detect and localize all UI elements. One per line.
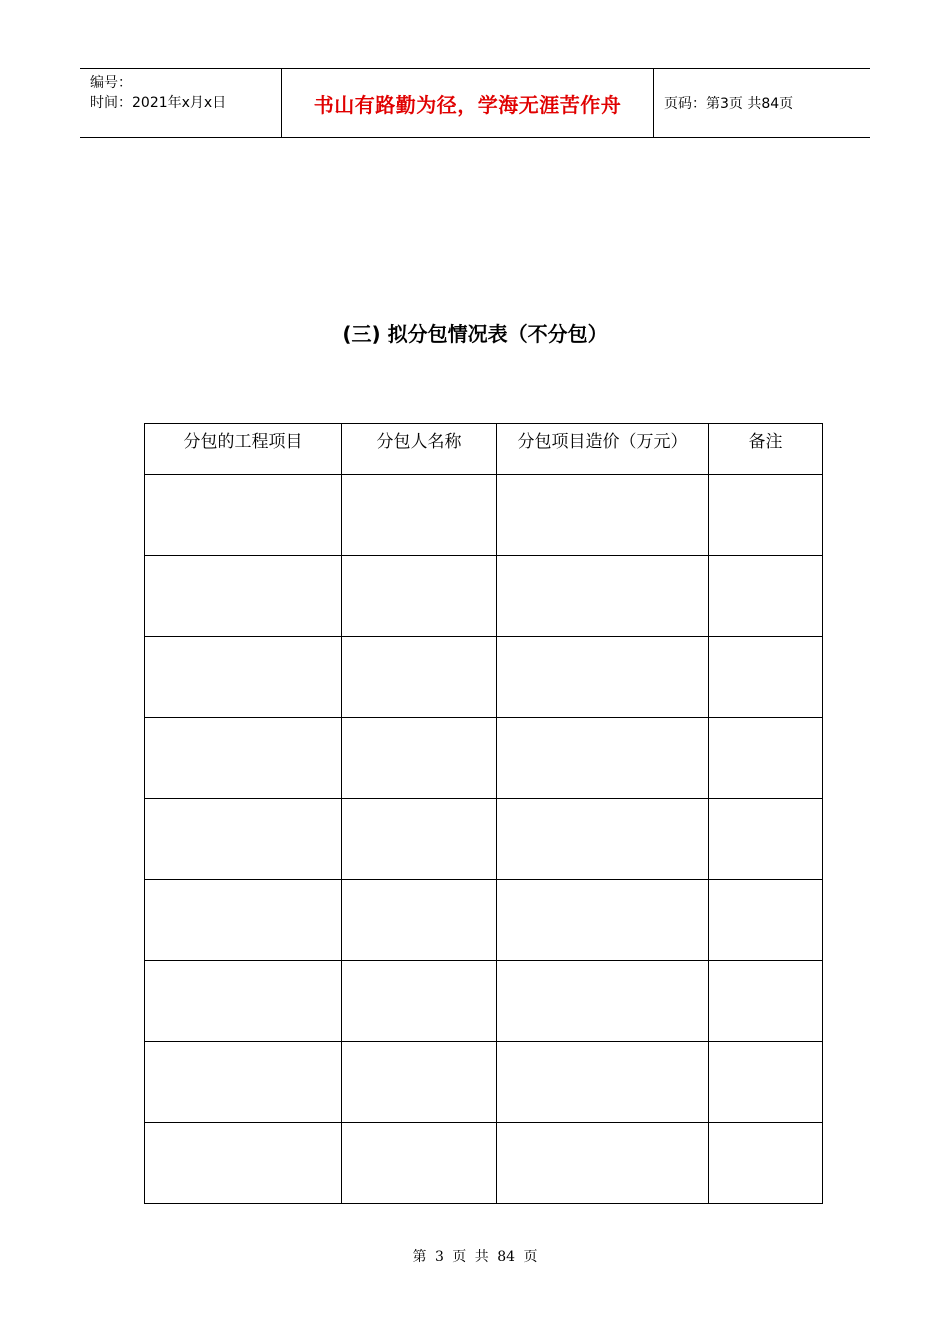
cell-subcontractor	[342, 961, 497, 1042]
cell-cost	[497, 1042, 709, 1123]
cell-remarks	[709, 556, 823, 637]
page-footer: 第 3 页 共 84 页	[412, 1249, 538, 1265]
table-row	[145, 556, 823, 637]
cell-subcontractor	[342, 1123, 497, 1204]
cell-project	[145, 961, 342, 1042]
cell-cost	[497, 1123, 709, 1204]
table-header-row	[145, 424, 823, 475]
cell-remarks	[709, 475, 823, 556]
cell-cost	[497, 637, 709, 718]
cell-project	[145, 637, 342, 718]
cell-project	[145, 799, 342, 880]
table-body	[145, 475, 823, 1204]
cell-project	[145, 718, 342, 799]
cell-cost	[497, 718, 709, 799]
cell-project	[145, 556, 342, 637]
cell-remarks	[709, 637, 823, 718]
page-info: 页码：第3页 共84页	[664, 96, 794, 112]
cell-cost	[497, 961, 709, 1042]
table-row	[145, 799, 823, 880]
table-row	[145, 718, 823, 799]
table-row	[145, 475, 823, 556]
cell-subcontractor	[342, 475, 497, 556]
motto-text: 书山有路勤为径，学海无涯苦作舟	[313, 92, 622, 117]
document-title: (三) 拟分包情况表（不分包）	[342, 322, 608, 346]
cell-subcontractor	[342, 556, 497, 637]
table-row	[145, 880, 823, 961]
serial-label: 编号：	[90, 75, 132, 91]
time-line: 时间：2021年x月x日	[90, 95, 227, 111]
cell-cost	[497, 880, 709, 961]
header-page-cell	[654, 69, 870, 137]
page-header	[80, 68, 870, 138]
column-header-cost: 分包项目造价（万元）	[497, 424, 709, 475]
cell-project	[145, 475, 342, 556]
cell-remarks	[709, 880, 823, 961]
cell-subcontractor	[342, 637, 497, 718]
table-row	[145, 1123, 823, 1204]
cell-project	[145, 1042, 342, 1123]
cell-remarks	[709, 961, 823, 1042]
cell-project	[145, 1123, 342, 1204]
table-row	[145, 1042, 823, 1123]
table-row	[145, 637, 823, 718]
column-header-subcontractor: 分包人名称	[342, 424, 497, 475]
cell-cost	[497, 475, 709, 556]
table-row	[145, 961, 823, 1042]
cell-remarks	[709, 799, 823, 880]
header-motto-cell	[281, 69, 654, 137]
cell-project	[145, 880, 342, 961]
cell-cost	[497, 556, 709, 637]
subcontract-table	[144, 423, 823, 1204]
column-header-remarks: 备注	[709, 424, 823, 475]
cell-remarks	[709, 1123, 823, 1204]
header-meta-cell	[80, 69, 281, 137]
cell-subcontractor	[342, 880, 497, 961]
cell-subcontractor	[342, 1042, 497, 1123]
cell-remarks	[709, 1042, 823, 1123]
cell-subcontractor	[342, 799, 497, 880]
cell-subcontractor	[342, 718, 497, 799]
column-header-project: 分包的工程项目	[145, 424, 342, 475]
cell-remarks	[709, 718, 823, 799]
cell-cost	[497, 799, 709, 880]
